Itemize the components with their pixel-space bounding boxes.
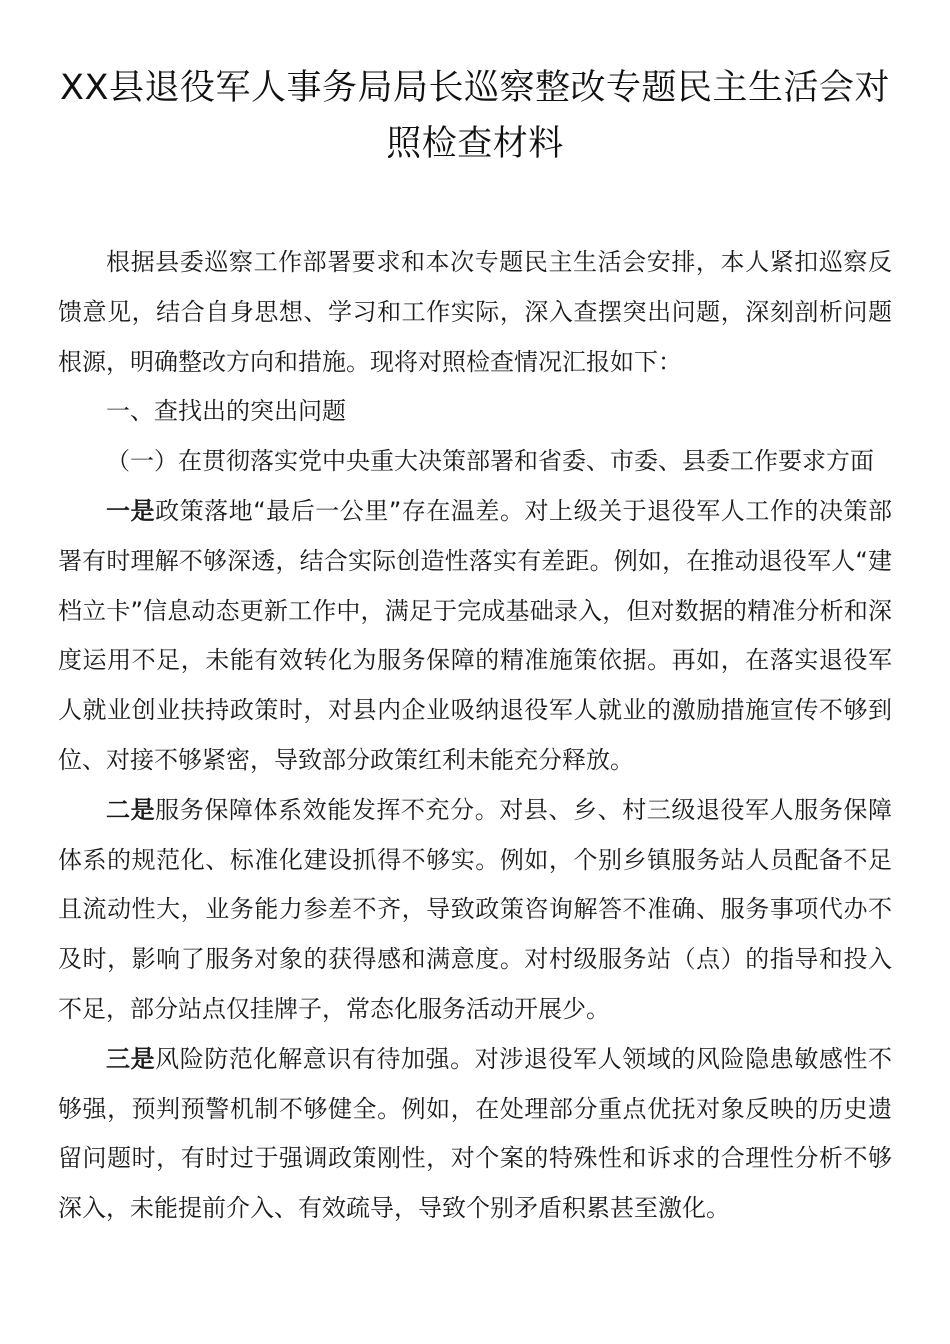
item-text: 风险防范化解意识有待加强。对涉退役军人领域的风险隐患敏感性不够强，预判预警机制不够健全。例如，在处理部分重点优抚对象反映的历史遗留问题时，有时过于强调政策刚性，对个案的特殊性和诉求的合理性分析不够深入，未能提前介入、有效疏导，导致个别矛盾积累甚至激化。 [58,1044,893,1223]
item-text: 服务保障体系效能发挥不充分。对县、乡、村三级退役军人服务保障体系的规范化、标准化建设抓得不够实。例如，个别乡镇服务站人员配备不足且流动性大，业务能力参差不齐，导致政策咨询解答不准确、服务事项代办不及时，影响了服务对象的获得感和满意度。对村级服务站（点）的指导和投入不足，部分站点仅挂牌子，常态化服务活动开展少。 [58,795,893,1023]
document-title: XX县退役军人事务局局长巡察整改专题民主生活会对照检查材料 [60,68,890,164]
item-lead-label: 二是 [106,795,156,824]
document-body [58,238,892,1234]
intro-paragraph: 根据县委巡察工作部署要求和本次专题民主生活会安排，本人紧扣巡察反馈意见，结合自身思想、学习和工作实际，深入查摆突出问题，深刻剖析问题根源，明确整改方向和措施。现将对照检查情况汇报如下： [58,248,892,376]
problem-item-2 [58,786,892,1035]
item-lead-label: 一是 [106,496,156,525]
problem-item-3 [58,1035,892,1234]
document-page [58,60,892,1234]
section-heading: 一、查找出的突出问题 [106,397,346,426]
subsection-heading: （一）在贯彻落实党中央重大决策部署和省委、市委、县委工作要求方面 [106,447,874,476]
item-text: 政策落地“最后一公里”存在温差。对上级关于退役军人工作的决策部署有时理解不够深透，结合实际创造性落实有差距。例如，在推动退役军人“建档立卡”信息动态更新工作中，满足于完成基础录入，但对数据的精准分析和深度运用不足，未能有效转化为服务保障的精准施策依据。再如，在落实退役军人就业创业扶持政策时，对县内企业吸纳退役军人就业的激励措施宣传不够到位、对接不够紧密，导致部分政策红利未能充分释放。 [58,496,892,774]
problem-item-1 [58,487,892,786]
item-lead-label: 三是 [106,1044,156,1073]
